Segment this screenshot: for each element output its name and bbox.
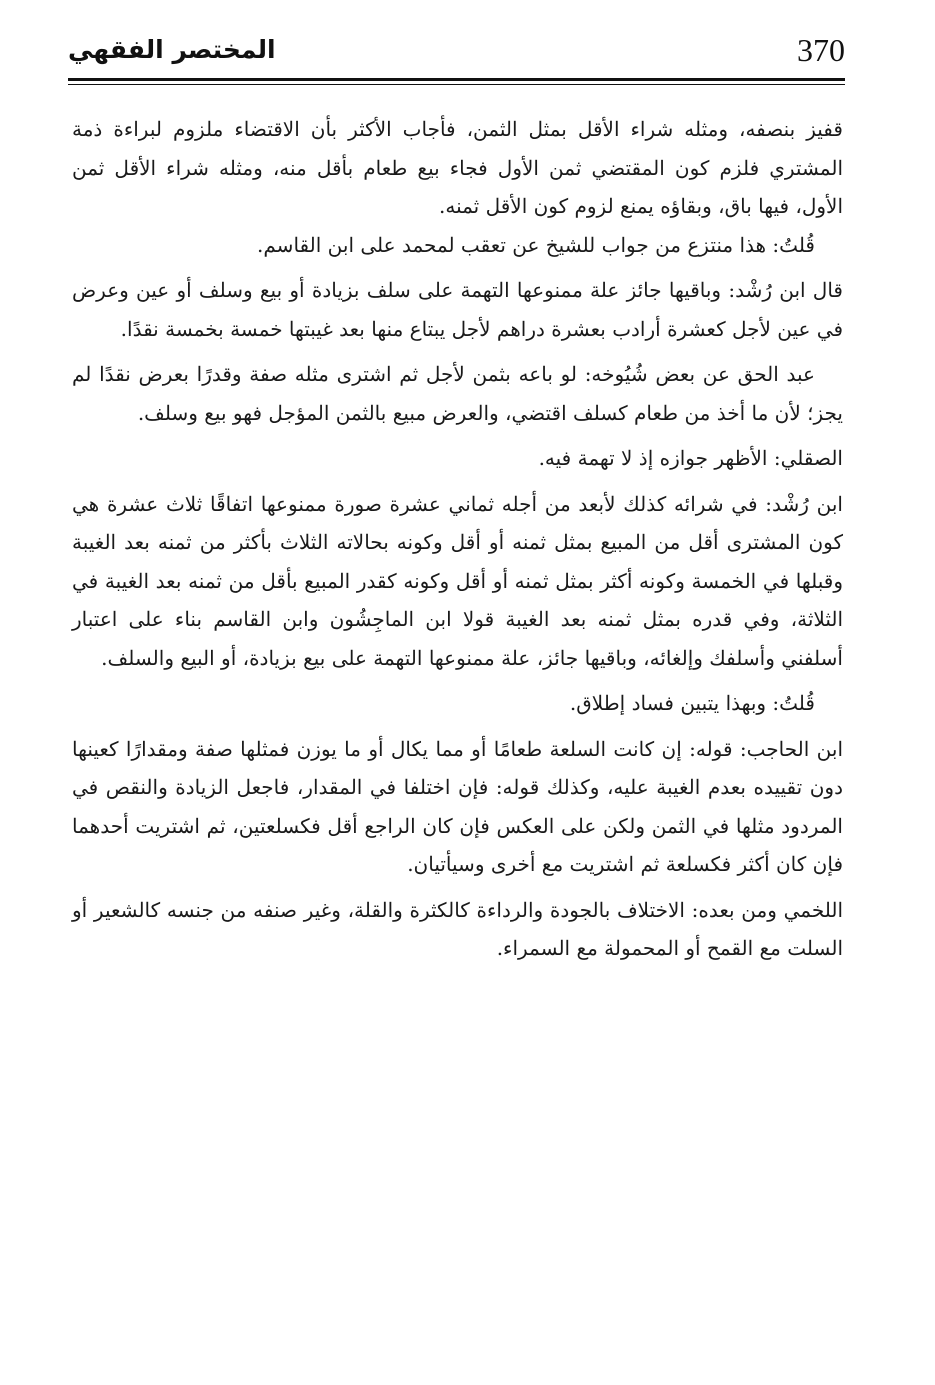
paragraph: ابن رُشْد: في شرائه كذلك لأبعد من أجله ثماني عشرة صورة ممنوعها اتفاقًا ثلاث عشرة هي كون المشترى أقل من المبيع بمثل ثمنه أو أقل وكونه بحالاته الثلاث بأكثر من ثمنه بعد الغيبة وقبلها في الخمسة وكونه أكثر بمثل ثمنه أو أقل وكونه كقدر المبيع بأقل من ثمنه بعد الغيبة في الثلاثة، وفي قدره بمثل ثمنه بعد الغيبة قولا ابن الماجِشُون وابن القاسم بناء على اعتبار أسلفني وأسلفك وإلغائه، وباقيها جائز، علة ممنوعها التهمة على بيع بزيادة، أو البيع والسلف. bbox=[72, 491, 844, 670]
paragraph: قُلتُ: هذا منتزع من جواب للشيخ عن تعقب لمحمد على ابن القاسم. bbox=[257, 232, 815, 257]
header-rule-thick bbox=[68, 78, 845, 81]
paragraph: الصقلي: الأظهر جوازه إذ لا تهمة فيه. bbox=[538, 446, 843, 470]
running-title: المختصر الفقهي bbox=[68, 35, 276, 64]
paragraph: قُلتُ: وبهذا يتبين فساد إطلاق. bbox=[569, 691, 815, 715]
paragraph: قفيز بنصفه، ومثله شراء الأقل بمثل الثمن، فأجاب الأكثر بأن الاقتضاء ملزوم لبراءة ذمة المشتري فلزم كون المقتضي ثمن الأول فجاء بيع طعام بأقل منه، ومثله شراء الأقل ثمن الأول، فيها باق، وبقاؤه يمنع لزوم كون الأقل ثمنه. bbox=[72, 117, 843, 218]
paragraph: عبد الحق عن بعض شُيُوخه: لو باعه بثمن لأجل ثم اشترى مثله صفة وقدرًا بعرض نقدًا لم يجز؛ لأن ما أخذ من طعام كسلف اقتضي، والعرض مبيع بالثمن المؤجل فهو بيع وسلف. bbox=[72, 362, 843, 425]
paragraph: قال ابن رُشْد: وباقيها جائز علة ممنوعها التهمة على سلف بزيادة أو بيع وسلف أو عين وعرض في عين لأجل كعشرة أرادب بعشرة دراهم لأجل يبتاع منها بعد غيبتها خمسة بخمسة نقدًا. bbox=[72, 278, 843, 341]
page-header bbox=[68, 30, 845, 70]
paragraph: ابن الحاجب: قوله: إن كانت السلعة طعامًا أو مما يكال أو ما يوزن فمثلها صفة ومقدارًا كعينها دون تقييده بعدم الغيبة عليه، وكذلك قوله: فإن اختلفا في المقدار، فاجعل الزيادة والنقص في المردود مثلها في الثمن ولكن على العكس فإن كان الراجع أقل فكسلعتين، ثم اشتريت أحدهما فإن كان أكثر فكسلعة ثم اشتريت مع أخرى وسيأتيان. bbox=[72, 736, 844, 876]
page-number: 370 bbox=[797, 32, 845, 68]
page-body bbox=[72, 110, 843, 975]
header-rule-thin bbox=[68, 84, 845, 85]
paragraph: اللخمي ومن بعده: الاختلاف بالجودة والرداءة كالكثرة والقلة، وغير صنفه من جنسه كالشعير أو السلت مع القمح أو المحمولة مع السمراء. bbox=[72, 897, 843, 960]
